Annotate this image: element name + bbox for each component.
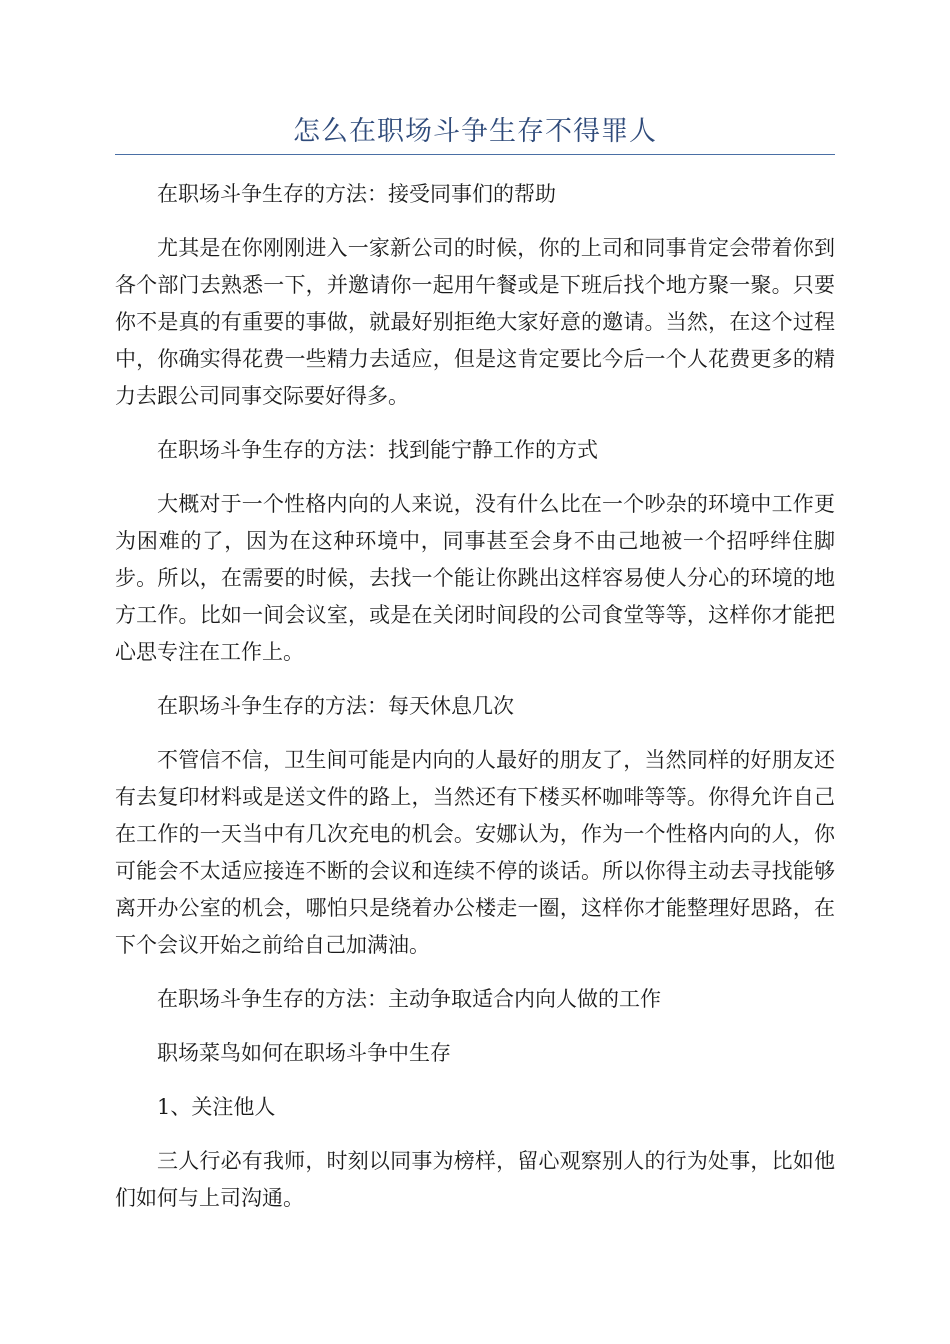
body-paragraph: 三人行必有我师，时刻以同事为榜样，留心观察别人的行为处事，比如他们如何与上司沟通。 <box>115 1149 835 1210</box>
document-title: 怎么在职场斗争生存不得罪人 <box>293 116 657 147</box>
body-paragraph: 尤其是在你刚刚进入一家新公司的时候，你的上司和同事肯定会带着你到各个部门去熟悉一下，并邀请你一起用午餐或是下班后找个地方聚一聚。只要你不是真的有重要的事做，就最好别拒绝大家好意的邀请。当然，在这个过程中，你确实得花费一些精力去适应，但是这肯定要比今后一个人花费更多的精力去跟公司同事交际要好得多。 <box>115 236 835 408</box>
body-paragraph: 不管信不信，卫生间可能是内向的人最好的朋友了，当然同样的好朋友还有去复印材料或是送文件的路上，当然还有下楼买杯咖啡等等。你得允许自己在工作的一天当中有几次充电的机会。安娜认为，作为一个性格内向的人，你可能会不太适应接连不断的会议和连续不停的谈话。所以你得主动去寻找能够离开办公室的机会，哪怕只是绕着办公楼走一圈，这样你才能整理好思路，在下个会议开始之前给自己加满油。 <box>115 748 835 957</box>
body-paragraph: 大概对于一个性格内向的人来说，没有什么比在一个吵杂的环境中工作更为困难的了，因为在这种环境中，同事甚至会身不由己地被一个招呼绊住脚步。所以，在需要的时候，去找一个能让你跳出这样容易使人分心的环境的地方工作。比如一间会议室，或是在关闭时间段的公司食堂等等，这样你才能把心思专注在工作上。 <box>115 492 835 664</box>
section-heading: 在职场斗争生存的方法：每天休息几次 <box>157 694 514 718</box>
document-body <box>115 176 835 1234</box>
section-heading: 在职场斗争生存的方法：主动争取适合内向人做的工作 <box>157 987 661 1011</box>
section-heading: 职场菜鸟如何在职场斗争中生存 <box>157 1041 451 1065</box>
list-item-heading: 1、关注他人 <box>157 1095 276 1119</box>
section-heading: 在职场斗争生存的方法：接受同事们的帮助 <box>157 182 556 206</box>
title-underline <box>115 154 835 155</box>
section-heading: 在职场斗争生存的方法：找到能宁静工作的方式 <box>157 438 598 462</box>
